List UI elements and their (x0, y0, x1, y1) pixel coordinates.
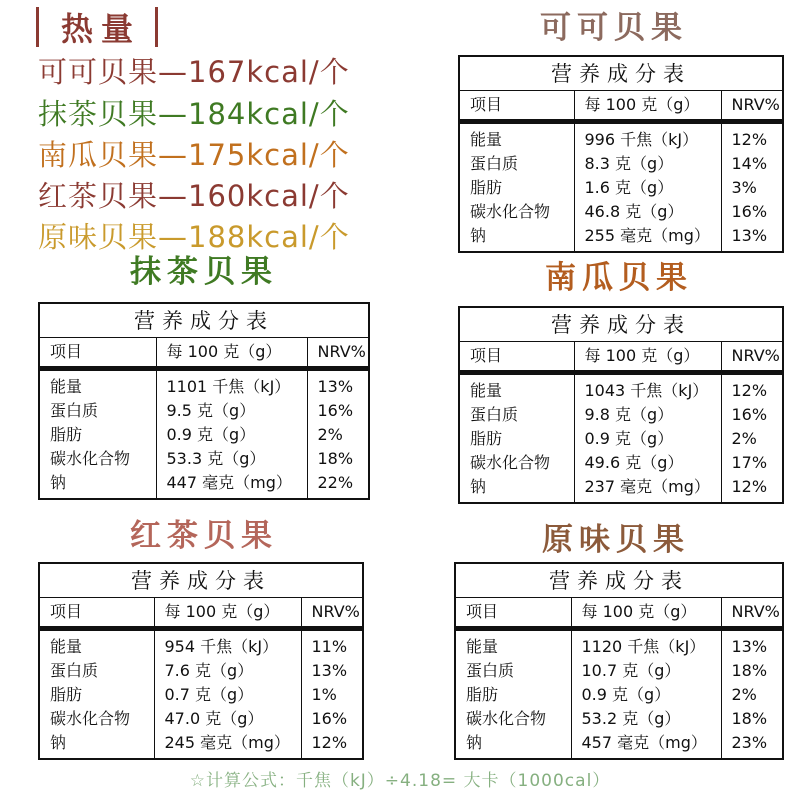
table-row (39, 447, 369, 471)
header-nrv: NRV% (307, 338, 369, 369)
cell-value: 255 毫克（mg） (574, 224, 721, 252)
nutrition-table-matcha (38, 302, 370, 500)
table-row (459, 122, 783, 153)
cell-item: 蛋白质 (459, 403, 574, 427)
table-row (455, 731, 783, 759)
cell-nrv: 12% (311, 733, 348, 752)
product-title-matcha: 抹茶贝果 (130, 254, 278, 290)
header-nrv: NRV% (721, 598, 783, 629)
cell-item: 钠 (39, 471, 156, 499)
cell-value: 996 千焦（kJ） (574, 122, 721, 153)
table-row (39, 629, 363, 660)
cell-item: 能量 (459, 122, 574, 153)
cell-nrv: 16% (311, 709, 348, 728)
header-item: 项目 (39, 598, 154, 629)
cell-value: 0.9 克（g） (156, 423, 307, 447)
cell-item: 脂肪 (39, 683, 154, 707)
product-title-pumpkin: 南瓜贝果 (545, 260, 693, 296)
table-row (39, 683, 363, 707)
table-row (459, 427, 783, 451)
table-title-row (459, 307, 783, 342)
cell-nrv: 18% (731, 661, 768, 680)
cell-item: 能量 (39, 369, 156, 400)
cell-nrv: 13% (311, 661, 348, 680)
table-title: 营养成分表 (455, 563, 783, 598)
cell-value: 954 千焦（kJ） (154, 629, 301, 660)
header-item: 项目 (459, 342, 574, 373)
cell-value: 1101 千焦（kJ） (156, 369, 307, 400)
table-title-row (455, 563, 783, 598)
cell-value: 47.0 克（g） (154, 707, 301, 731)
calorie-line-original: 原味贝果—188kcal/个 (38, 220, 350, 254)
table-row (39, 399, 369, 423)
table-row (459, 152, 783, 176)
cell-nrv: 16% (317, 401, 354, 420)
cell-nrv: 11% (311, 637, 348, 656)
product-title-cocoa: 可可贝果 (540, 10, 688, 46)
cell-item: 蛋白质 (459, 152, 574, 176)
calorie-line-matcha: 抹茶贝果—184kcal/个 (38, 97, 350, 131)
calorie-line-pumpkin: 南瓜贝果—175kcal/个 (38, 138, 350, 172)
cell-item: 钠 (459, 475, 574, 503)
cell-item: 碳水化合物 (39, 447, 156, 471)
product-title-blacktea: 红茶贝果 (130, 518, 278, 554)
cell-value: 53.3 克（g） (156, 447, 307, 471)
table-row (455, 659, 783, 683)
table-title: 营养成分表 (39, 303, 369, 338)
product-title-original: 原味贝果 (542, 522, 690, 558)
cell-nrv: 2% (731, 429, 757, 448)
header-per-100g: 每 100 克（g） (154, 598, 301, 629)
table-row (455, 629, 783, 660)
cell-nrv: 13% (731, 637, 768, 656)
cell-value: 457 毫克（mg） (571, 731, 721, 759)
nutrition-table-blacktea (38, 562, 364, 760)
table-header-row (459, 342, 783, 373)
cell-item: 碳水化合物 (459, 200, 574, 224)
table-row (459, 403, 783, 427)
table-row (459, 176, 783, 200)
header-per-100g: 每 100 克（g） (574, 342, 721, 373)
cell-nrv: 17% (731, 453, 768, 472)
cell-value: 0.9 克（g） (574, 427, 721, 451)
cell-value: 1043 千焦（kJ） (574, 373, 721, 404)
cell-item: 脂肪 (459, 427, 574, 451)
calculation-formula: ☆计算公式：千焦（kJ）÷4.18= 大卡（1000cal） (189, 771, 611, 791)
cell-value: 9.5 克（g） (156, 399, 307, 423)
cell-nrv: 12% (731, 130, 768, 149)
nutrition-table-cocoa (458, 55, 784, 253)
cell-nrv: 22% (317, 473, 354, 492)
cell-value: 46.8 克（g） (574, 200, 721, 224)
heading-title: 热量 (61, 10, 142, 48)
table-title: 营养成分表 (459, 56, 783, 91)
cell-item: 钠 (39, 731, 154, 759)
cell-nrv: 13% (731, 226, 768, 245)
header-item: 项目 (455, 598, 571, 629)
header-nrv: NRV% (721, 91, 783, 122)
table-header-row (455, 598, 783, 629)
cell-nrv: 2% (317, 425, 343, 444)
table-title-row (459, 56, 783, 91)
calorie-line-cocoa: 可可贝果—167kcal/个 (38, 55, 350, 89)
cell-value: 0.9 克（g） (571, 683, 721, 707)
table-row (459, 475, 783, 503)
cell-item: 能量 (39, 629, 154, 660)
cell-value: 49.6 克（g） (574, 451, 721, 475)
cell-value: 0.7 克（g） (154, 683, 301, 707)
cell-nrv: 12% (731, 381, 768, 400)
cell-nrv: 18% (731, 709, 768, 728)
cell-nrv: 18% (317, 449, 354, 468)
heading-bar-right (155, 7, 158, 47)
table-row (39, 423, 369, 447)
cell-item: 碳水化合物 (39, 707, 154, 731)
table-row (39, 369, 369, 400)
header-nrv: NRV% (721, 342, 783, 373)
heading-bar-left (36, 7, 39, 47)
cell-nrv: 1% (311, 685, 337, 704)
cell-nrv: 14% (731, 154, 768, 173)
cell-item: 能量 (459, 373, 574, 404)
header-per-100g: 每 100 克（g） (574, 91, 721, 122)
cell-nrv: 12% (731, 477, 768, 496)
cell-value: 1120 千焦（kJ） (571, 629, 721, 660)
table-row (39, 659, 363, 683)
table-header-row (459, 91, 783, 122)
table-title-row (39, 563, 363, 598)
table-title-row (39, 303, 369, 338)
cell-item: 脂肪 (39, 423, 156, 447)
cell-nrv: 23% (731, 733, 768, 752)
nutrition-table-original (454, 562, 784, 760)
cell-value: 8.3 克（g） (574, 152, 721, 176)
cell-item: 脂肪 (459, 176, 574, 200)
table-title: 营养成分表 (459, 307, 783, 342)
cell-value: 245 毫克（mg） (154, 731, 301, 759)
table-row (39, 731, 363, 759)
calorie-heading (36, 4, 158, 50)
cell-item: 钠 (459, 224, 574, 252)
table-row (459, 200, 783, 224)
table-title: 营养成分表 (39, 563, 363, 598)
table-row (459, 373, 783, 404)
cell-value: 53.2 克（g） (571, 707, 721, 731)
header-per-100g: 每 100 克（g） (156, 338, 307, 369)
cell-value: 447 毫克（mg） (156, 471, 307, 499)
cell-nrv: 13% (317, 377, 354, 396)
table-row (459, 451, 783, 475)
header-nrv: NRV% (301, 598, 363, 629)
table-row (459, 224, 783, 252)
table-row (39, 707, 363, 731)
table-row (39, 471, 369, 499)
cell-value: 10.7 克（g） (571, 659, 721, 683)
cell-item: 蛋白质 (455, 659, 571, 683)
cell-item: 脂肪 (455, 683, 571, 707)
cell-value: 1.6 克（g） (574, 176, 721, 200)
table-header-row (39, 338, 369, 369)
nutrition-table-pumpkin (458, 306, 784, 504)
header-item: 项目 (39, 338, 156, 369)
header-item: 项目 (459, 91, 574, 122)
cell-item: 蛋白质 (39, 659, 154, 683)
cell-item: 能量 (455, 629, 571, 660)
cell-value: 7.6 克（g） (154, 659, 301, 683)
cell-item: 蛋白质 (39, 399, 156, 423)
cell-item: 钠 (455, 731, 571, 759)
calorie-line-blacktea: 红茶贝果—160kcal/个 (38, 179, 350, 213)
cell-item: 碳水化合物 (455, 707, 571, 731)
table-header-row (39, 598, 363, 629)
cell-nrv: 16% (731, 202, 768, 221)
cell-nrv: 16% (731, 405, 768, 424)
cell-value: 237 毫克（mg） (574, 475, 721, 503)
table-row (455, 683, 783, 707)
cell-nrv: 3% (731, 178, 757, 197)
cell-value: 9.8 克（g） (574, 403, 721, 427)
cell-item: 碳水化合物 (459, 451, 574, 475)
header-per-100g: 每 100 克（g） (571, 598, 721, 629)
table-row (455, 707, 783, 731)
cell-nrv: 2% (731, 685, 757, 704)
